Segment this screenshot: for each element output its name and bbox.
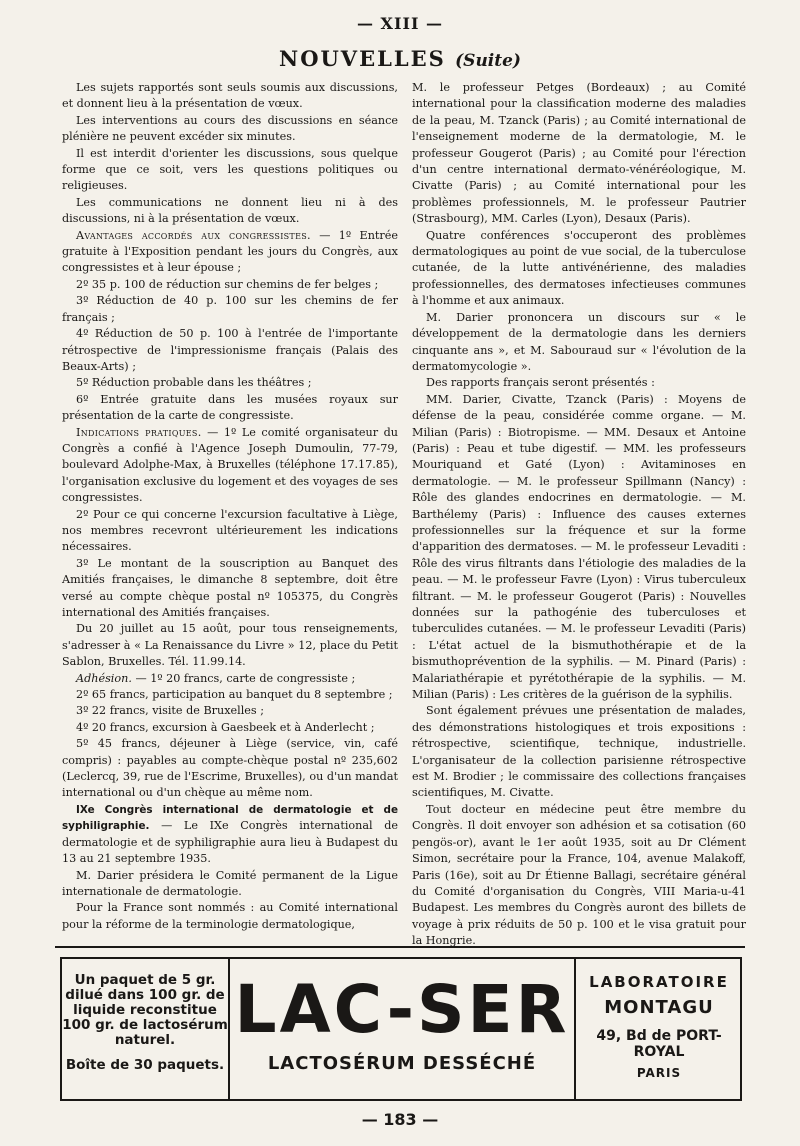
advertisement [60, 957, 742, 1101]
left-column [62, 80, 398, 933]
paragraph: MM. Darier, Civatte, Tzanck (Paris) : Moyens de défense de la peau, considérée comme organe. — M. Milian (Paris) : Biotropisme. — MM. Desaux et Antoine (Paris) : Peau et tube digestif. — MM. les professeurs Mouriquand et Gaté (Lyon) : Avitaminoses en dermatologie. — M. le professeur Spillmann (Nancy) : Rôle des glandes endocrines en dermatologie. — M. Barthélemy (Paris) : Influence des causes externes professionnelles sur la fréquence et sur la forme d'apparition des dermatoses. — M. le professeur Levaditi : Rôle des virus filtrants dans l'étiologie des maladies de la peau. — M. le professeur Favre (Lyon) : Virus tuberculeux filtrant. — M. le professeur Gougerot (Paris) : Nouvelles données sur la pathogénie des tuberculoses et tuberculides cutanées. — M. le professeur Levaditi (Paris) : L'état actuel de la bismuthothérapie et de la bismuthoprévention de la syphilis. — M. Pinard (Paris) : Malariathérapie et pyrétothérapie de la syphilis. — M. Milian (Paris) : Les critères de la guérison de la syphilis. [412, 392, 746, 702]
ad-text-line: 100 gr. de lactosérum [62, 1017, 228, 1033]
ad-left-panel [62, 959, 230, 1099]
heading-suffix: (Suite) [455, 51, 521, 71]
ad-text-line: naturel. [114, 1032, 176, 1048]
ad-box-text: Boîte de 30 paquets. [65, 1057, 225, 1073]
paragraph: 4º Réduction de 50 p. 100 à l'entrée de l'importante rétrospective de l'impressionisme français (Palais des Beaux-Arts) ; [62, 327, 398, 373]
paragraph: Les interventions au cours des discussions en séance plénière ne peuvent excéder six minutes. [62, 113, 398, 144]
paragraph: Du 20 juillet au 15 août, pour tous renseignements, s'adresser à « La Renaissance du Livre » 12, place du Petit Sablon, Bruxelles. Tél. 11.99.14. [62, 622, 398, 669]
ad-text-line: Un paquet de 5 gr. [74, 972, 216, 988]
ad-address: 49, Bd de PORT-ROYAL [596, 1028, 722, 1060]
paragraph: 3º Réduction de 40 p. 100 sur les chemins de fer français ; [62, 294, 398, 324]
ad-laboratory: LABORATOIRE [589, 973, 729, 991]
paragraph: 6º Entrée gratuite dans les musées royaux sur présentation de la carte de congressiste. [62, 392, 398, 423]
page-number: — 183 — [361, 1110, 439, 1129]
ad-brand-panel [230, 959, 574, 1099]
paragraph [62, 671, 398, 687]
paragraph: Des rapports français seront présentés : [426, 376, 655, 390]
right-column [412, 80, 746, 950]
paragraph: M. le professeur Petges (Bordeaux) ; au Comité international pour la classification moderne des maladies de la peau, M. Tzanck (Paris) ; au Comité international de l'enseignement moderne de la dermatologie, M. le professeur Gougerot (Paris) ; au Comité pour l'érection d'un centre international dermato-vénéréologique, M. Civatte (Paris) ; au Comité international pour les problèmes professionnels, M. le professeur Pautrier (Strasbourg), MM. Carles (Lyon), Desaux (Paris). [412, 81, 746, 226]
paragraph: Il est interdit d'orienter les discussions, sous quelque forme que ce soit, vers les questions politiques ou religieuses. [62, 146, 398, 193]
paragraph: 2º 35 p. 100 de réduction sur chemins de fer belges ; [76, 277, 379, 291]
paragraph-text: — Le IXe Congrès international de dermatologie et de syphiligraphie aura lieu à Budapest du 13 au 21 septembre 1935. [62, 819, 398, 866]
paragraph: M. Darier présidera le Comité permanent de la Ligue internationale de dermatologie. [62, 868, 398, 898]
paragraph [62, 802, 398, 868]
paragraph [62, 228, 398, 277]
paragraph: 5º Réduction probable dans les théâtres ; [76, 376, 312, 390]
paragraph: 3º 22 francs, visite de Bruxelles ; [76, 704, 264, 718]
ad-right-panel [574, 959, 742, 1099]
ad-brand-subtitle: LACTOSÉRUM DESSÉCHÉ [267, 1053, 537, 1074]
paragraph: Les communications ne donnent lieu ni à des discussions, ni à la présentation de vœux. [62, 195, 398, 226]
ad-brand: LAC-SER [234, 971, 570, 1048]
ad-lab-name: MONTAGU [604, 997, 714, 1018]
section-label: Avantages accordés aux congressistes. [76, 228, 311, 242]
paragraph: Sont également prévues une présentation de malades, des démonstrations histologiques et trois expositions : rétrospective, scientifique, technique, industrielle. L'organisateur de la collection parisienne rétrospective est M. Brodier ; le commissaire des collections françaises scientifiques, M. Civatte. [412, 704, 746, 800]
paragraph-text: — 1º 20 francs, carte de congressiste ; [131, 671, 356, 685]
paragraph: Pour la France sont nommés : au Comité international pour la réforme de la terminologie dermatologique, [62, 901, 398, 931]
paragraph: 5º 45 francs, déjeuner à Liège (service, vin, café compris) : payables au compte-chèque postal nº 235,602 (Leclercq, 39, rue de l'Escrime, Bruxelles), ou d'un mandat international ou d'un chèque au même nom. [62, 737, 398, 800]
paragraph: Les sujets rapportés sont seuls soumis aux discussions, et donnent lieu à la présentation de vœux. [62, 81, 398, 111]
paragraph [62, 425, 398, 507]
ad-text-line: liquide reconstitue [73, 1002, 217, 1018]
section-label: Adhésion. [76, 671, 132, 685]
paragraph: Tout docteur en médecine peut être membre du Congrès. Il doit envoyer son adhésion et sa cotisation (60 pengös-or), avant le 1er août 1935, soit au Dr Clément Simon, secrétaire pour la France, 104, avenue Malakoff, Paris (16e), soit au Dr Étienne Ballagi, secrétaire général du Comité d'organisation du Congrès, VIII Maria-u-41 Budapest. Les membres du Congrès auront des billets de voyage à prix réduits de 50 p. 100 et le visa gratuit pour la Hongrie. [412, 802, 746, 948]
paragraph: M. Darier prononcera un discours sur « le développement de la dermatologie dans les derniers cinquante ans », et M. Sabouraud sur « l'évolution de la dermatomycologie ». [412, 310, 746, 373]
divider-rule [55, 946, 745, 948]
paragraph-text: — 1º Le comité organisateur du Congrès a confié à l'Agence Joseph Dumoulin, 77-79, boulevard Adolphe-Max, à Bruxelles (téléphone 17.17.85), l'organisation exclusive du logement et des voyages de ses congressistes. [62, 425, 398, 505]
ad-city: PARIS [636, 1066, 682, 1080]
paragraph: 3º Le montant de la souscription au Banquet des Amitiés françaises, le dimanche 8 septembre, doit être versé au compte chèque postal nº 105375, du Congrès international des Amitiés françaises. [62, 556, 398, 619]
paragraph: 4º 20 francs, excursion à Gaesbeek et à Anderlecht ; [76, 720, 375, 734]
paragraph: Quatre conférences s'occuperont des problèmes dermatologiques au point de vue social, de la tuberculose cutanée, de la lutte antivénérienne, des maladies professionnelles, des dermatoses infectieuses communes à l'homme et aux animaux. [412, 228, 746, 308]
ad-text-line: dilué dans 100 gr. de [65, 987, 225, 1003]
heading-title: NOUVELLES [279, 46, 446, 71]
section-label: Indications pratiques. [76, 425, 202, 439]
page-heading [0, 46, 800, 71]
paragraph: 2º 65 francs, participation au banquet du 8 septembre ; [76, 688, 393, 702]
paragraph-text: — 1º Entrée gratuite à l'Exposition pendant les jours du Congrès, aux congressistes et à leur épouse ; [62, 228, 398, 275]
section-numeral: — XIII — [356, 14, 443, 33]
section-label: IXe Congrès international de dermatologie et de syphiligraphie. [62, 803, 398, 833]
paragraph: 2º Pour ce qui concerne l'excursion facultative à Liège, nos membres recevront ultérieurement les indications nécessaires. [62, 507, 398, 554]
